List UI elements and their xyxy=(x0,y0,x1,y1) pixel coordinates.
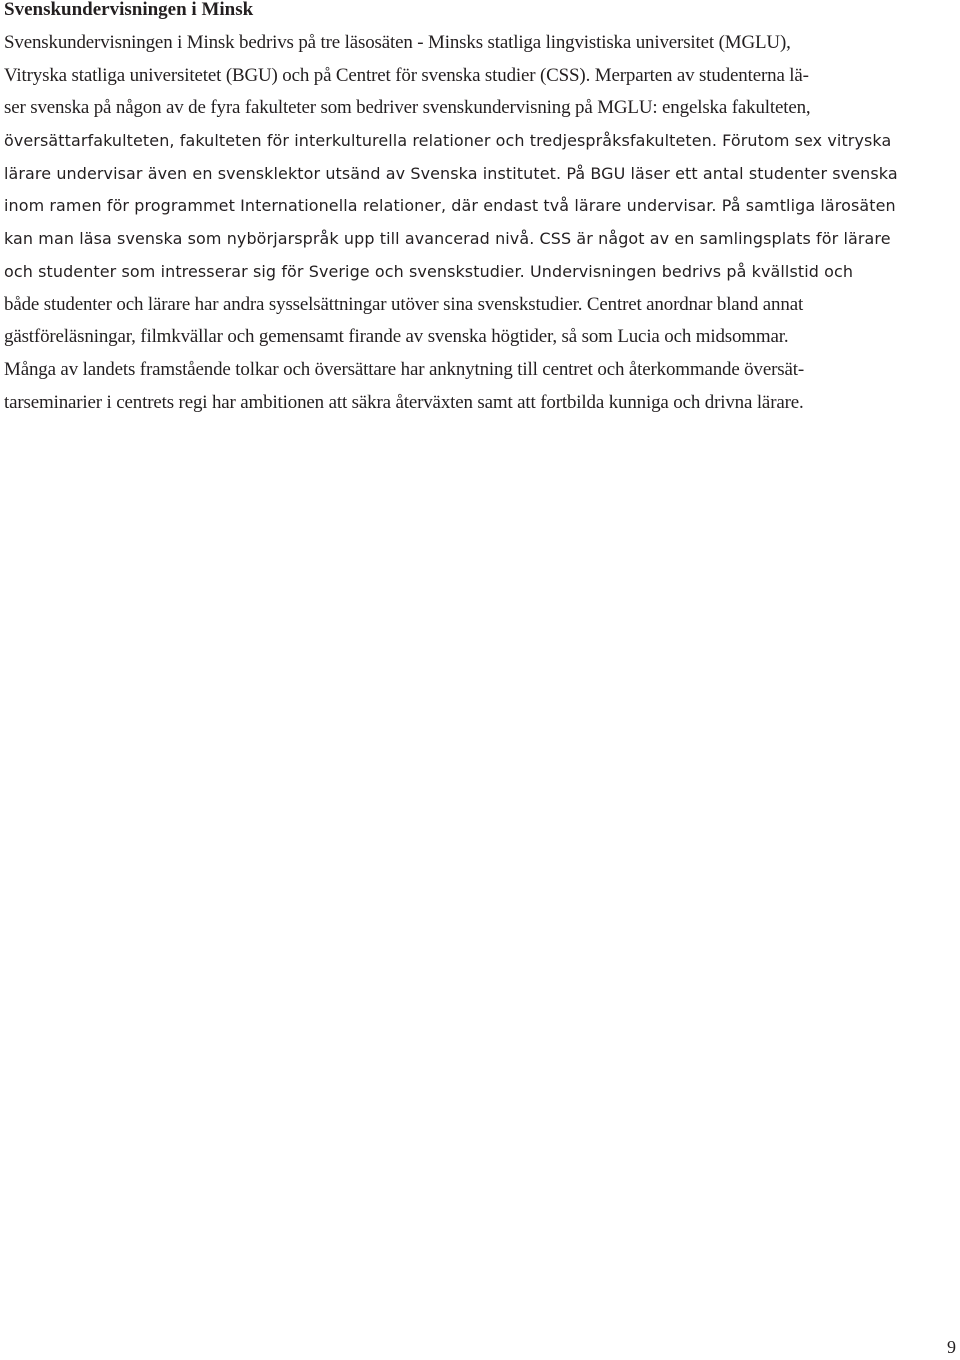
text-run: översättarfakulteten, fakulteten för interkulturella relationer och tredjespråksfakulteten. Förutom sex vitryska xyxy=(4,131,892,151)
text-line xyxy=(4,124,956,157)
text-line xyxy=(4,320,956,353)
text-line xyxy=(4,255,956,288)
text-line xyxy=(4,157,956,190)
text-run: tarseminarier i centrets regi har ambitionen att säkra återväxten samt att fortbilda kunniga och drivna lärare. xyxy=(4,391,804,413)
text-run: både studenter och lärare har andra sysselsättningar utöver sina svenskstudier. Centret anordnar bland annat xyxy=(4,293,804,315)
text-run: Vitryska statliga universitetet (BGU) och på Centret för svenska studier (CSS). Merparten av studenterna lä- xyxy=(4,64,809,86)
text-line xyxy=(4,59,956,92)
text-line xyxy=(4,222,956,255)
text-run: Svenskundervisningen i Minsk bedrivs på tre läsosäten - Minsks statliga lingvistiska universitet (MGLU), xyxy=(4,32,791,53)
text-run: lärare undervisar även en svensklektor utsänd av Svenska institutet. På BGU läser ett antal studenter svenska xyxy=(4,163,898,183)
text-run: ser svenska på någon av de fyra fakulteter som bedriver svenskundervisning på MGLU: engelska fakulteten, xyxy=(4,97,811,119)
text-line xyxy=(4,386,956,419)
text-line xyxy=(4,353,956,386)
text-run: kan man läsa svenska som nybörjarspråk upp till avancerad nivå. CSS är något av en samlingsplats för lärare xyxy=(4,229,891,249)
text-run: Många av landets framstående tolkar och översättare har anknytning till centret och återkommande översät- xyxy=(4,358,804,380)
text-run: och studenter som intresserar sig för Sverige och svenskstudier. Undervisningen bedrivs på kvällstid och xyxy=(4,261,854,281)
text-line xyxy=(4,288,956,321)
body-paragraph xyxy=(4,26,959,418)
section-heading: Svenskundervisningen i Minsk xyxy=(4,0,254,20)
text-run: gästföreläsningar, filmkvällar och gemensamt firande av svenska högtider, så som Lucia och midsommar. xyxy=(4,326,789,348)
text-line xyxy=(4,26,956,59)
text-line xyxy=(4,189,956,222)
text-run: inom ramen för programmet Internationella relationer, där endast två lärare undervisar. På samtliga lärosäten xyxy=(4,196,896,216)
text-line xyxy=(4,91,956,124)
page-number: 9 xyxy=(947,1337,956,1357)
